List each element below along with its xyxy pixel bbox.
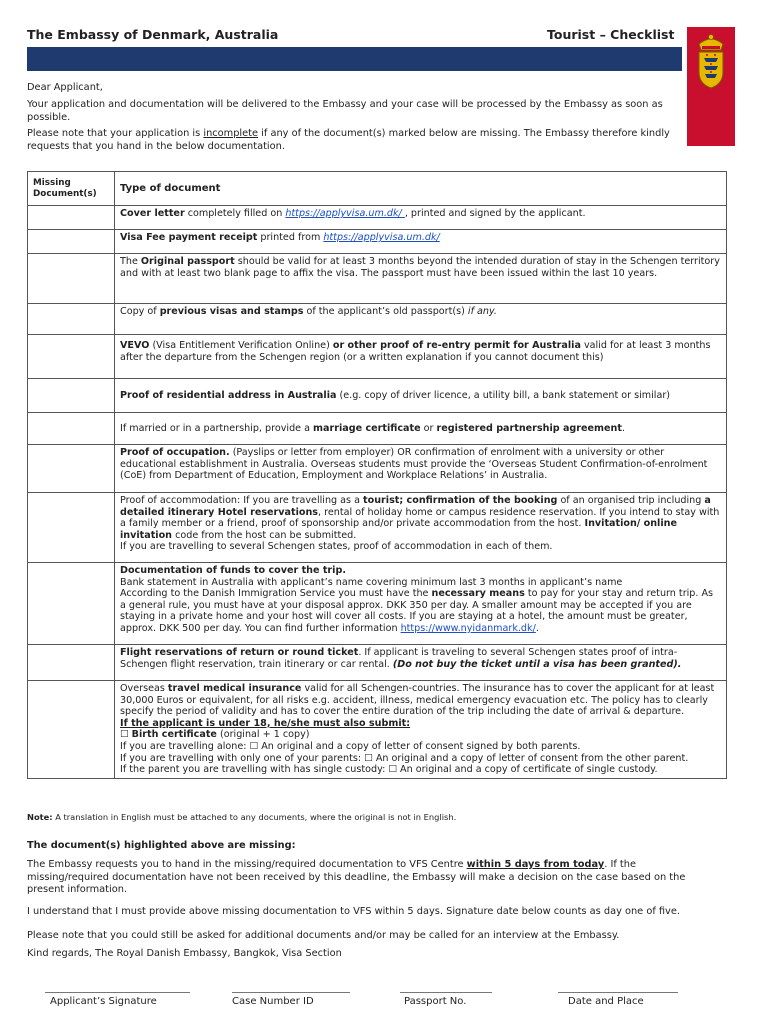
row-text: Overseas travel medical insurance valid for all Schengen-countries. The insurance has to cover the applicant for at least 30,000 Euros or equivalent, for all risks e.g. accident, illness, medical emergency evacuation etc. The policy has to clearly specify the period of validity and has to cover the entire duration of the trip including the date of arrival & departure. If the applicant is under 18, he/she must also submit: ☐ Birth certificate (original + 1 copy) If you are travelling alone: ☐ An original and a copy of letter of consent signed by both parents. If you are travelling with only one of your parents: ☐ An original and a copy of letter of consent from the other parent. If the parent you are travelling with has single custody: ☐ An original and a copy of certificate of single custody.	[115, 681, 727, 779]
document-checklist-table	[27, 171, 727, 779]
nyidanmark-link[interactable]: https://www.nyidanmark.dk/	[400, 622, 536, 634]
missing-column-header: Missing Document(s)	[28, 172, 115, 206]
missing-checkbox-cell[interactable]	[28, 379, 115, 413]
table-header-row	[28, 172, 727, 206]
minor-heading: If the applicant is under 18, he/she must also submit:	[120, 717, 411, 729]
intro-paragraph-2: Please note that your application is incomplete if any of the document(s) marked below are missing. The Embassy therefore kindly requests that you hand in the below documentation.	[27, 128, 670, 152]
missing-checkbox-cell[interactable]	[28, 230, 115, 254]
checkbox-icon[interactable]: ☐	[120, 729, 129, 741]
passport-number-field[interactable]: Passport No.	[400, 992, 492, 1007]
table-row-passport	[28, 254, 727, 304]
applyvisa-link[interactable]: https://applyvisa.um.dk/	[285, 208, 405, 219]
table-row-occupation	[28, 445, 727, 493]
row-text: Visa Fee payment receipt printed from https://applyvisa.um.dk/	[115, 230, 727, 254]
row-text: The Original passport should be valid for at least 3 months beyond the intended duration of stay in the Schengen territory and with at least two blank page to affix the visa. The passport must have been issued within the last 10 years.	[115, 254, 727, 304]
table-row-visa-fee	[28, 230, 727, 254]
type-column-header: Type of document	[115, 172, 727, 206]
table-row-residential-address	[28, 379, 727, 413]
table-row-funds	[28, 563, 727, 645]
missing-checkbox-cell[interactable]	[28, 681, 115, 779]
missing-checkbox-cell[interactable]	[28, 563, 115, 645]
greeting: Dear Applicant,	[27, 82, 103, 93]
missing-checkbox-cell[interactable]	[28, 413, 115, 445]
row-text: Proof of residential address in Australia (e.g. copy of driver licence, a utility bill, a bank statement or similar)	[115, 379, 727, 413]
missing-checkbox-cell[interactable]	[28, 254, 115, 304]
applyvisa-link[interactable]: https://applyvisa.um.dk/	[323, 232, 440, 243]
applicant-signature-field[interactable]: Applicant’s Signature	[45, 992, 190, 1007]
intro-paragraph-1: Your application and documentation will be delivered to the Embassy and your case will be processed by the Embassy as soon as possible.	[27, 99, 663, 123]
case-number-field[interactable]: Case Number ID	[232, 992, 350, 1007]
closing-paragraph-2: I understand that I must provide above missing documentation to VFS within 5 days. Signature date below counts as day one of five.	[27, 906, 680, 917]
closing-paragraph-3: Please note that you could still be asked for additional documents and/or may be called for an interview at the Embassy.	[27, 930, 620, 941]
row-text: If married or in a partnership, provide a marriage certificate or registered partnership agreement.	[115, 413, 727, 445]
header-bar	[27, 47, 682, 71]
missing-checkbox-cell[interactable]	[28, 304, 115, 335]
row-text: Flight reservations of return or round ticket. If applicant is traveling to several Schengen states proof of intra-Schengen flight reservation, train itinerary or car rental. (Do not buy the ticket until a visa has been granted).	[115, 645, 727, 681]
row-text: Proof of accommodation: If you are travelling as a tourist; confirmation of the booking of an organised trip including a detailed itinerary Hotel reservations, rental of holiday home or campus residence reservation. If you intend to stay with a family member or a friend, proof of sponsorship and/or private accommodation from the host. Invitation/ online invitation code from the host can be submitted. If you are travelling to several Schengen states, proof of accommodation in each of them.	[115, 493, 727, 563]
row-text: Documentation of funds to cover the trip. Bank statement in Australia with applicant’s name covering minimum last 3 months in applicant’s name According to the Danish Immigration Service you must have the necessary means to pay for your stay and return trip. As a general rule, you must have at your disposal approx. DKK 350 per day. A smaller amount may be accepted if you are staying in a private home and your host will cover all costs. If you are staying at a hotel, the amount must be greater, approx. DKK 500 per day. You can find further information https://www.nyidanmark.dk/.	[115, 563, 727, 645]
translation-note: Note: A translation in English must be attached to any documents, where the original is not in English.	[27, 812, 457, 822]
missing-checkbox-cell[interactable]	[28, 335, 115, 379]
missing-checkbox-cell[interactable]	[28, 445, 115, 493]
closing-heading: The document(s) highlighted above are missing:	[27, 840, 296, 851]
table-row-vevo	[28, 335, 727, 379]
checklist-type: Tourist – Checklist	[547, 27, 675, 42]
table-row-previous-visas	[28, 304, 727, 335]
row-text: Cover letter completely filled on https://applyvisa.um.dk/ , printed and signed by the applicant.	[115, 206, 727, 230]
coat-of-arms-icon	[695, 32, 727, 90]
row-text: Copy of previous visas and stamps of the applicant’s old passport(s) if any.	[115, 304, 727, 335]
missing-checkbox-cell[interactable]	[28, 206, 115, 230]
table-row-flight	[28, 645, 727, 681]
table-row-accommodation	[28, 493, 727, 563]
row-text: Proof of occupation. (Payslips or letter from employer) OR confirmation of enrolment with a university or other educational establishment in Australia. Overseas students must provide the ‘Overseas Student Confirmation-of-enrolment (CoE) from Department of Education, Employment and Workplace Relations’ in Australia.	[115, 445, 727, 493]
table-row-insurance	[28, 681, 727, 779]
table-row-marriage	[28, 413, 727, 445]
missing-checkbox-cell[interactable]	[28, 645, 115, 681]
row-text: VEVO (Visa Entitlement Verification Online) or other proof of re-entry permit for Australia valid for at least 3 months after the departure from the Schengen region (or a written explanation if you cannot document this)	[115, 335, 727, 379]
kind-regards: Kind regards, The Royal Danish Embassy, Bangkok, Visa Section	[27, 948, 342, 959]
closing-paragraph-1: The Embassy requests you to hand in the missing/required documentation to VFS Centre within 5 days from today. If the missing/required documentation have not been received by this deadline, the Embassy will make a decision on the case based on the present information.	[27, 859, 686, 895]
missing-checkbox-cell[interactable]	[28, 493, 115, 563]
table-row-cover-letter	[28, 206, 727, 230]
document-title: The Embassy of Denmark, Australia	[27, 27, 279, 42]
date-place-field[interactable]: Date and Place	[558, 992, 678, 1007]
